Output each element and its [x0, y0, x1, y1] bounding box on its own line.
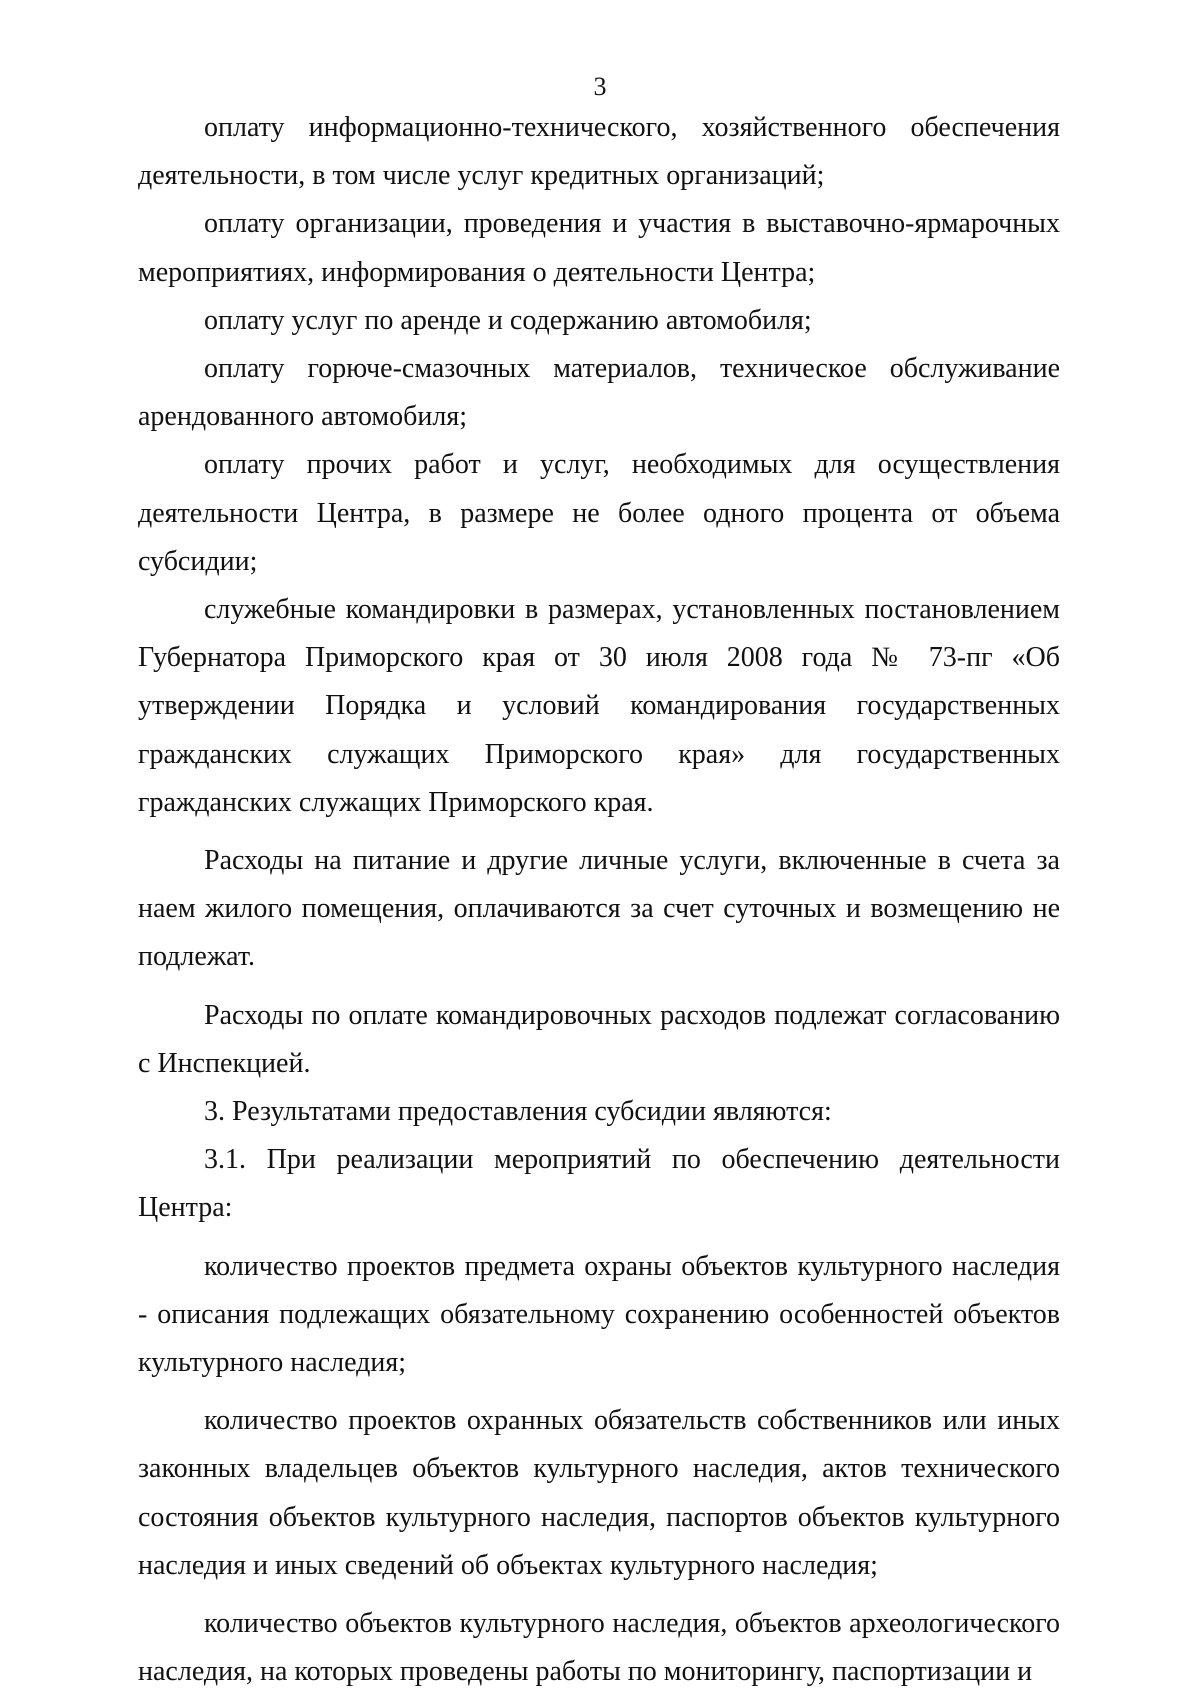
paragraph-trip-approval: Расходы по оплате командировочных расходов подлежат согласованию с Инспекцией.	[138, 999, 1060, 1079]
paragraph-results-heading: 3. Результатами предоставления субсидии являются:	[204, 1096, 832, 1128]
paragraph-business-trips: служебные командировки в размерах, установленных постановлением Губернатора Приморского края от 30 июля 2008 года № 73-пг «Об утверждении Порядка и условий командирования государственных гражданских служащих Приморского края» для государственных гражданских служащих Приморского края.	[138, 594, 1060, 818]
paragraph-results-3-1: 3.1. При реализации мероприятий по обеспечению деятельности Центра:	[138, 1144, 1060, 1224]
page-number: 3	[593, 72, 607, 101]
paragraph-exhibition-payment: оплату организации, проведения и участия в выставочно-ярмарочных мероприятиях, информирования о деятельности Центра;	[138, 208, 1060, 288]
paragraph-monitoring-objects: количество объектов культурного наследия, объектов археологического наследия, на которых проведены работы по мониторингу, паспортизации и	[138, 1608, 1060, 1688]
paragraph-car-rental-payment: оплату услуг по аренде и содержанию автомобиля;	[204, 304, 812, 336]
paragraph-fuel-maintenance-payment: оплату горюче-смазочных материалов, техническое обслуживание арендованного автомобиля;	[138, 353, 1060, 433]
paragraph-protection-obligations: количество проектов охранных обязательств собственников или иных законных владельцев объектов культурного наследия, актов технического состояния объектов культурного наследия, паспортов объектов культурного наследия и иных сведений об объектах культурного наследия;	[138, 1405, 1060, 1581]
paragraph-other-works-payment: оплату прочих работ и услуг, необходимых для осуществления деятельности Центра, в размере не более одного процента от объема субсидии;	[138, 449, 1060, 577]
paragraph-protection-subject-projects: количество проектов предмета охраны объектов культурного наследия - описания подлежащих обязательному сохранению особенностей объектов культурного наследия;	[138, 1250, 1060, 1379]
paragraph-it-support-payment: оплату информационно-технического, хозяйственного обеспечения деятельности, в том числе услуг кредитных организаций;	[138, 112, 1060, 192]
document-body	[138, 104, 1060, 1697]
paragraph-personal-expenses: Расходы на питание и другие личные услуги, включенные в счета за наем жилого помещения, оплачиваются за счет суточных и возмещению не подлежат.	[138, 845, 1060, 973]
